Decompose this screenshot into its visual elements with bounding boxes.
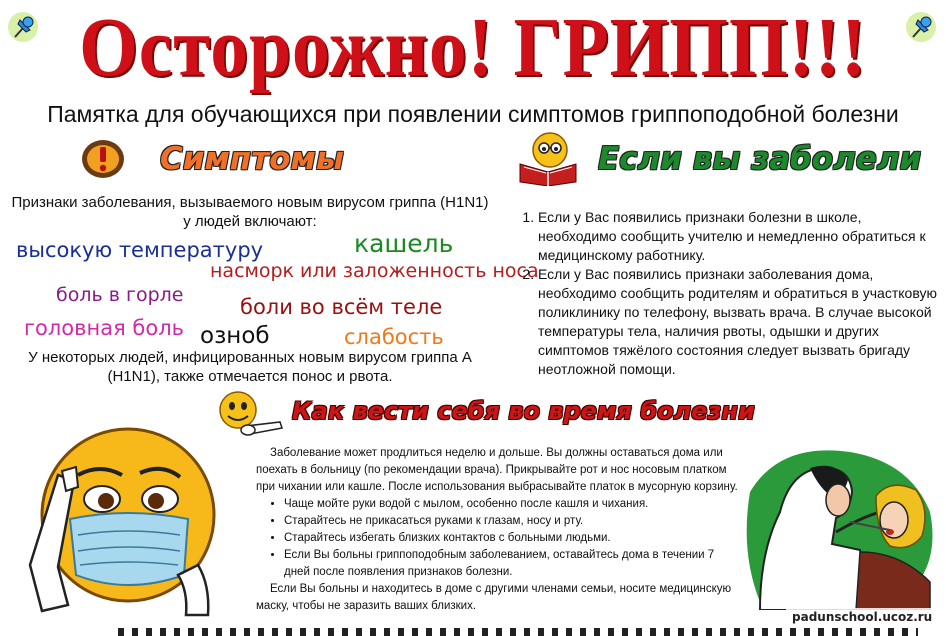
symptom-text: кашель [354, 229, 454, 258]
symptoms-outro: У некоторых людей, инфицированных новым вирусом гриппа А (H1N1), также отмечается понос и рвота. [28, 349, 472, 385]
symptom-text: слабость [344, 325, 444, 349]
symptom-weakness [344, 325, 444, 349]
reading-smiley-icon [516, 130, 580, 186]
symptom-cough [354, 229, 453, 258]
masked-smiley-icon [18, 415, 218, 625]
symptom-text: боли во всём теле [240, 295, 443, 319]
symptom-sore-throat [56, 284, 183, 306]
site-watermark: padunschool.ucoz.ru [786, 608, 938, 626]
behavior-heading: Как вести себя во время болезни [292, 397, 755, 425]
behavior-intro: Заболевание может продлиться неделю и дольше. Вы должны оставаться дома или поехать в больницу (по рекомендации врача). Прикрывайте рот и нос носовым платком при чихании или кашле. После использования выбрасывайте платок в мусорную корзину. [256, 447, 738, 493]
symptom-chills [200, 323, 270, 349]
if-sick-heading: Если вы заболели [598, 141, 922, 177]
cropped-bottom-text [118, 628, 918, 636]
pushpin-icon [6, 10, 40, 44]
list-item: 2. Если у Вас появились признаки заболевания дома, необходимо сообщить родителям и обратиться в участковую поликлинику по телефону, вызвать врача. В случае высокой температуры тела, наличия рвоты, одышки и других симптомов тяжёлого состояния следует вызвать бригаду неотложной помощи. [538, 265, 938, 379]
symptom-headache [24, 316, 184, 340]
symptom-text: высокую температуру [16, 238, 264, 262]
list-item: • Чаще мойте руки водой с мылом, особенно после кашля и чихания. [284, 496, 740, 513]
symptoms-heading: Симптомы [160, 141, 344, 177]
list-item: • Если Вы больны гриппоподобным заболеванием, оставайтесь дома в течении 7 дней после появления признаков болезни. [284, 547, 740, 581]
pushpin-icon [904, 10, 938, 44]
symptom-text: насморк или заложенность носа [210, 260, 539, 282]
if-sick-list [518, 208, 938, 379]
symptom-fever [16, 238, 263, 262]
symptoms-intro: Признаки заболевания, вызываемого новым вирусом гриппа (H1N1) у людей включают: [11, 194, 489, 230]
list-item: 1. Если у Вас появились признаки болезни в школе, необходимо сообщить учителю и немедленно обратиться к медицинскому работнику. [538, 208, 938, 265]
poster-title: Осторожно! ГРИПП!!! [79, 1, 867, 94]
symptom-text: головная боль [24, 316, 185, 340]
doctor-illustration [740, 432, 944, 610]
behavior-outro: Если Вы больны и находитесь в доме с другими членами семьи, носите медицинскую маску, чтобы не заразить ваших близких. [256, 583, 732, 612]
list-item: • Старайтесь не прикасаться руками к глазам, носу и рту. [284, 513, 740, 530]
symptom-text: озноб [200, 323, 270, 349]
pointing-smiley-icon [210, 388, 286, 438]
behavior-list [256, 496, 740, 581]
behavior-block [256, 445, 740, 615]
warning-icon [80, 138, 126, 180]
symptom-runny-nose [210, 260, 539, 282]
symptom-body-aches [240, 295, 442, 319]
poster-subtitle: Памятка для обучающихся при появлении симптомов гриппоподобной болезни [47, 101, 899, 127]
symptom-text: боль в горле [56, 284, 184, 306]
list-item: • Старайтесь избегать близких контактов с больными людьми. [284, 530, 740, 547]
